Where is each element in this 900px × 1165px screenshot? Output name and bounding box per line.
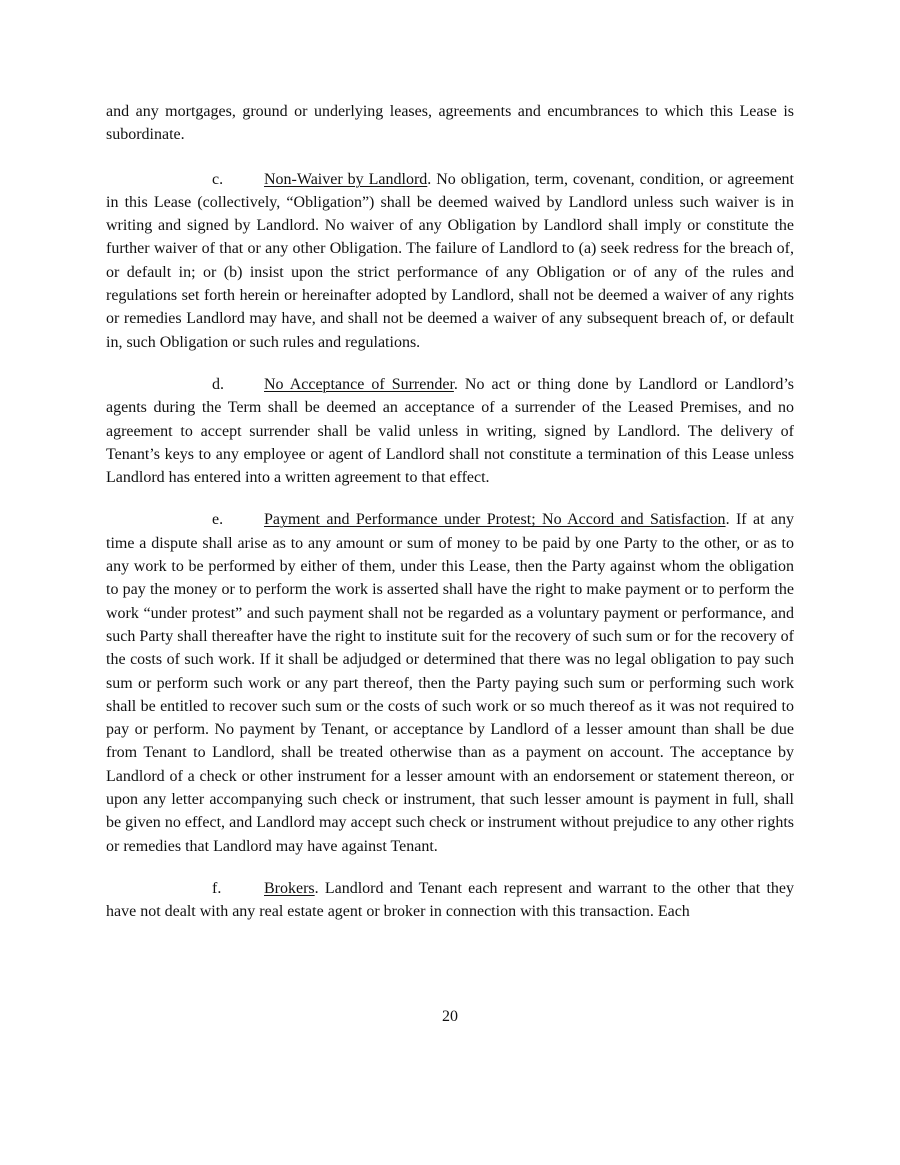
section-e-paragraph xyxy=(106,508,794,857)
section-d-paragraph xyxy=(106,373,794,489)
page-number: 20 xyxy=(442,1008,458,1025)
section-c-body: . No obligation, term, covenant, condition, or agreement in this Lease (collectively, “Obligation”) shall be deemed waived by Landlord unless such waiver is in writing and signed by Landlord. No waiver of any Obligation by Landlord shall imply or constitute the further waiver of that or any other Obligation. The failure of Landlord to (a) seek redress for the breach of, or default in; or (b) insist upon the strict performance of any Obligation or of any of the rules and regulations set forth herein or hereinafter adopted by Landlord, shall not be deemed a waiver of any rights or remedies Landlord may have, and shall not be deemed a waiver of any subsequent breach of, or default in, such Obligation or such rules and regulations. xyxy=(106,170,794,351)
section-f-body: . Landlord and Tenant each represent and warrant to the other that they have not dealt with any real estate agent or broker in connection with this transaction. Each xyxy=(106,879,794,921)
section-e-heading: Payment and Performance under Protest; No Accord and Satisfaction xyxy=(264,511,726,529)
section-f-heading: Brokers xyxy=(264,879,315,897)
section-c-paragraph xyxy=(106,168,794,354)
section-e-letter: e. xyxy=(212,511,224,529)
section-d-body: . No act or thing done by Landlord or Landlord’s agents during the Term shall be deemed an acceptance of a surrender of the Leased Premises, and no agreement to accept surrender shall be valid unless in writing, signed by Landlord. The delivery of Tenant’s keys to any employee or agent of Landlord shall not constitute a termination of this Lease unless Landlord has entered into a written agreement to that effect. xyxy=(106,375,794,487)
section-f-paragraph xyxy=(106,877,794,924)
section-f-letter: f. xyxy=(212,879,222,897)
section-d-heading: No Acceptance of Surrender xyxy=(264,375,454,393)
intro-paragraph: and any mortgages, ground or underlying leases, agreements and encumbrances to which this Lease is subordinate. xyxy=(106,103,794,144)
section-d-letter: d. xyxy=(212,375,224,393)
section-c-heading: Non-Waiver by Landlord xyxy=(264,170,428,188)
section-e-body: . If at any time a dispute shall arise as to any amount or sum of money to be paid by one Party to the other, or as to any work to be performed by either of them, under this Lease, then the Party against whom the obligation to pay the money or to perform the work is asserted shall have the right to make payment or to perform the work “under protest” and such payment shall not be regarded as a voluntary payment or performance, and such Party shall thereafter have the right to institute suit for the recovery of such sum or for the recovery of the costs of such work. If it shall be adjudged or determined that there was no legal obligation to pay such sum or perform such work or any part thereof, then the Party paying such sum or performing such work shall be entitled to recover such sum or the costs of such work or so much thereof as it was not required to pay or perform. No payment by Tenant, or acceptance by Landlord of a lesser amount than shall be due from Tenant to Landlord, shall be treated otherwise than as a payment on account. The acceptance by Landlord of a check or other instrument for a lesser amount with an endorsement or statement thereon, or upon any letter accompanying such check or instrument, that such lesser amount is payment in full, shall be given no effect, and Landlord may accept such check or instrument without prejudice to any other rights or remedies that Landlord may have against Tenant. xyxy=(106,511,794,855)
document-page xyxy=(106,100,794,924)
section-c-letter: c. xyxy=(212,170,224,188)
